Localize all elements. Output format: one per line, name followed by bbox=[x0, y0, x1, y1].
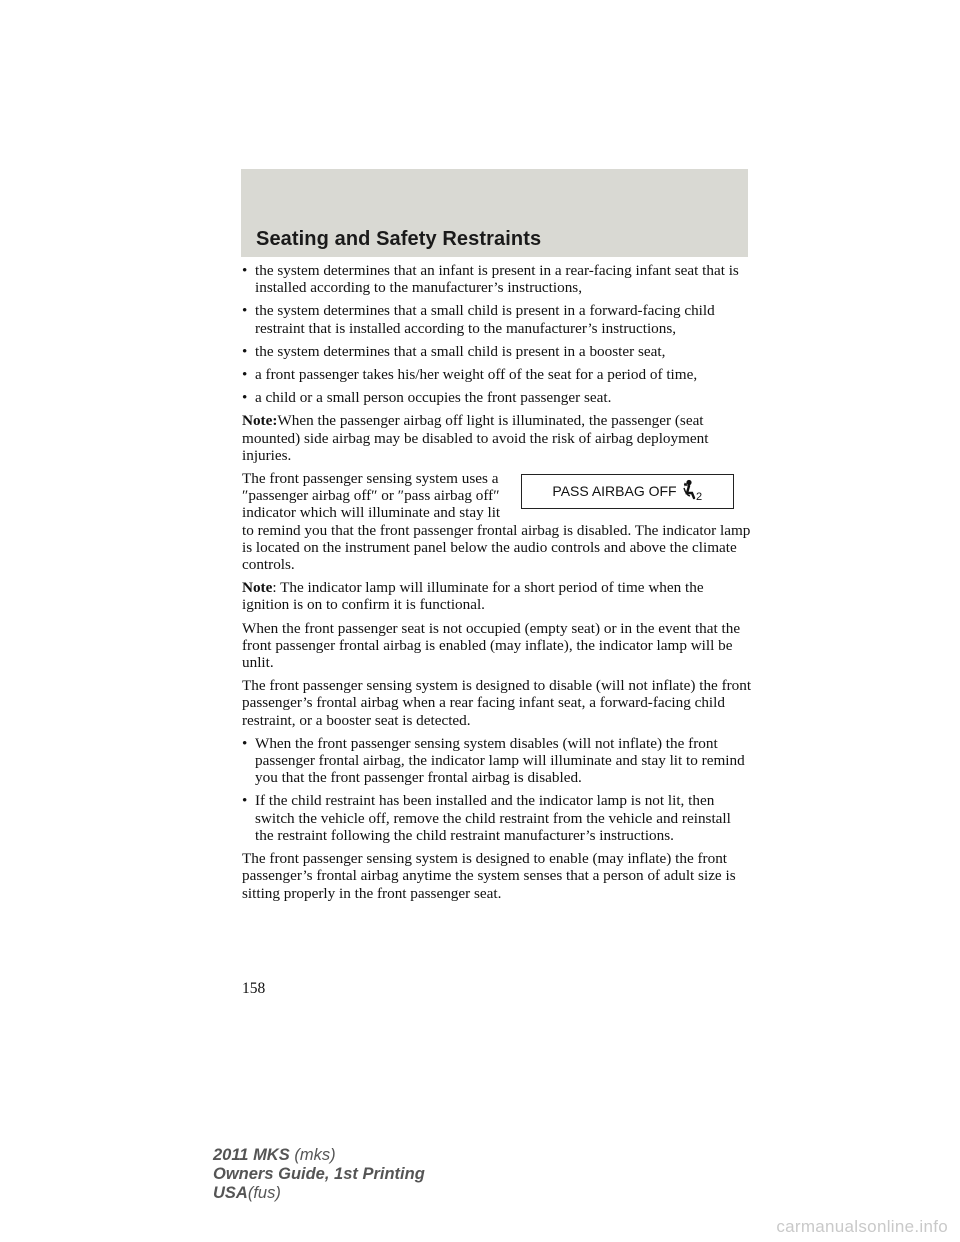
bullet-text: When the front passenger sensing system disables (will not inflate) the front passenger frontal airbag, the indicator lamp will illuminate and stay lit to remind you that the front passenger frontal airbag is disabled. bbox=[255, 734, 745, 787]
bullet-text: the system determines that a small child is present in a booster seat, bbox=[255, 342, 666, 360]
bullet-text: the system determines that a small child is present in a forward-facing child restraint that is installed according to the manufacturer’s instructions, bbox=[255, 302, 715, 337]
bullet-dot: • bbox=[242, 302, 248, 320]
bullet-item bbox=[242, 389, 752, 406]
footer-market: USA bbox=[213, 1184, 248, 1202]
footer bbox=[213, 1146, 425, 1203]
unlit-paragraph: When the front passenger seat is not occupied (empty seat) or in the event that the front passenger frontal airbag is enabled (may inflate), the indicator lamp will be unlit. bbox=[242, 619, 741, 672]
bullet-item bbox=[242, 302, 752, 336]
icon-subscript: 2 bbox=[695, 490, 702, 502]
bullet-item bbox=[242, 366, 752, 383]
bullet-item bbox=[242, 343, 752, 360]
indicator-label: PASS AIRBAG OFF bbox=[552, 482, 677, 499]
bullet-dot: • bbox=[242, 342, 248, 360]
bullet-text: a child or a small person occupies the front passenger seat. bbox=[255, 389, 612, 407]
note-label: Note: bbox=[242, 412, 278, 430]
note-paragraph bbox=[242, 412, 752, 464]
page-number: 158 bbox=[242, 980, 266, 997]
note-label-2: Note bbox=[242, 579, 273, 597]
watermark: carmanualsonline.info bbox=[776, 1217, 948, 1236]
bullet-list-conditions bbox=[242, 262, 752, 406]
page-content bbox=[242, 262, 752, 908]
enable-paragraph: The front passenger sensing system is designed to enable (may inflate) the front passenger’s frontal airbag anytime the system senses that a person of adult size is sitting properly in the front passenger seat. bbox=[242, 850, 736, 902]
note-text: When the passenger airbag off light is illuminated, the passenger (seat mounted) side airbag may be disabled to avoid the risk of airbag deployment injuries. bbox=[242, 412, 709, 464]
bullet-dot: • bbox=[242, 366, 248, 384]
bullet-item bbox=[242, 262, 752, 296]
bullet-dot: • bbox=[242, 262, 248, 279]
pass-airbag-off-indicator bbox=[521, 474, 734, 509]
indicator-paragraph: The front passenger sensing system uses a ″passenger airbag off″ or ″pass airbag off″ indicator which will illuminate and stay lit to remind you that the front passenger frontal airbag is disabled. The indicator lamp is located on the instrument panel below the audio controls and above the climate controls. bbox=[242, 470, 751, 574]
footer-edition: Owners Guide, 1st Printing bbox=[213, 1165, 425, 1183]
bullet-item bbox=[242, 735, 752, 787]
footer-model-code: (mks) bbox=[294, 1146, 336, 1164]
footer-market-code: (fus) bbox=[247, 1184, 281, 1202]
disable-paragraph: The front passenger sensing system is designed to disable (will not inflate) the front passenger’s frontal airbag when a rear facing infant seat, a forward-facing child restraint, or a booster seat is detected. bbox=[242, 677, 752, 729]
bullet-list-disable bbox=[242, 735, 752, 844]
bullet-item bbox=[242, 792, 752, 844]
bullet-text: the system determines that an infant is present in a rear-facing infant seat that is installed according to the manufacturer’s instructions, bbox=[255, 262, 739, 297]
bullet-dot: • bbox=[242, 389, 248, 407]
section-title: Seating and Safety Restraints bbox=[256, 228, 542, 250]
note-paragraph-2 bbox=[242, 579, 752, 613]
footer-model: 2011 MKS bbox=[213, 1146, 290, 1164]
bullet-dot: • bbox=[242, 792, 248, 810]
bullet-text: a front passenger takes his/her weight off of the seat for a period of time, bbox=[255, 366, 698, 384]
note-text-2: : The indicator lamp will illuminate for a short period of time when the ignition is on to confirm it is functional. bbox=[242, 579, 704, 614]
passenger-airbag-off-icon bbox=[681, 478, 703, 502]
bullet-text: If the child restraint has been installed and the indicator lamp is not lit, then switch the vehicle off, remove the child restraint from the vehicle and reinstall the restraint following the child restraint manufacturer’s instructions. bbox=[255, 792, 731, 844]
bullet-dot: • bbox=[242, 734, 248, 752]
